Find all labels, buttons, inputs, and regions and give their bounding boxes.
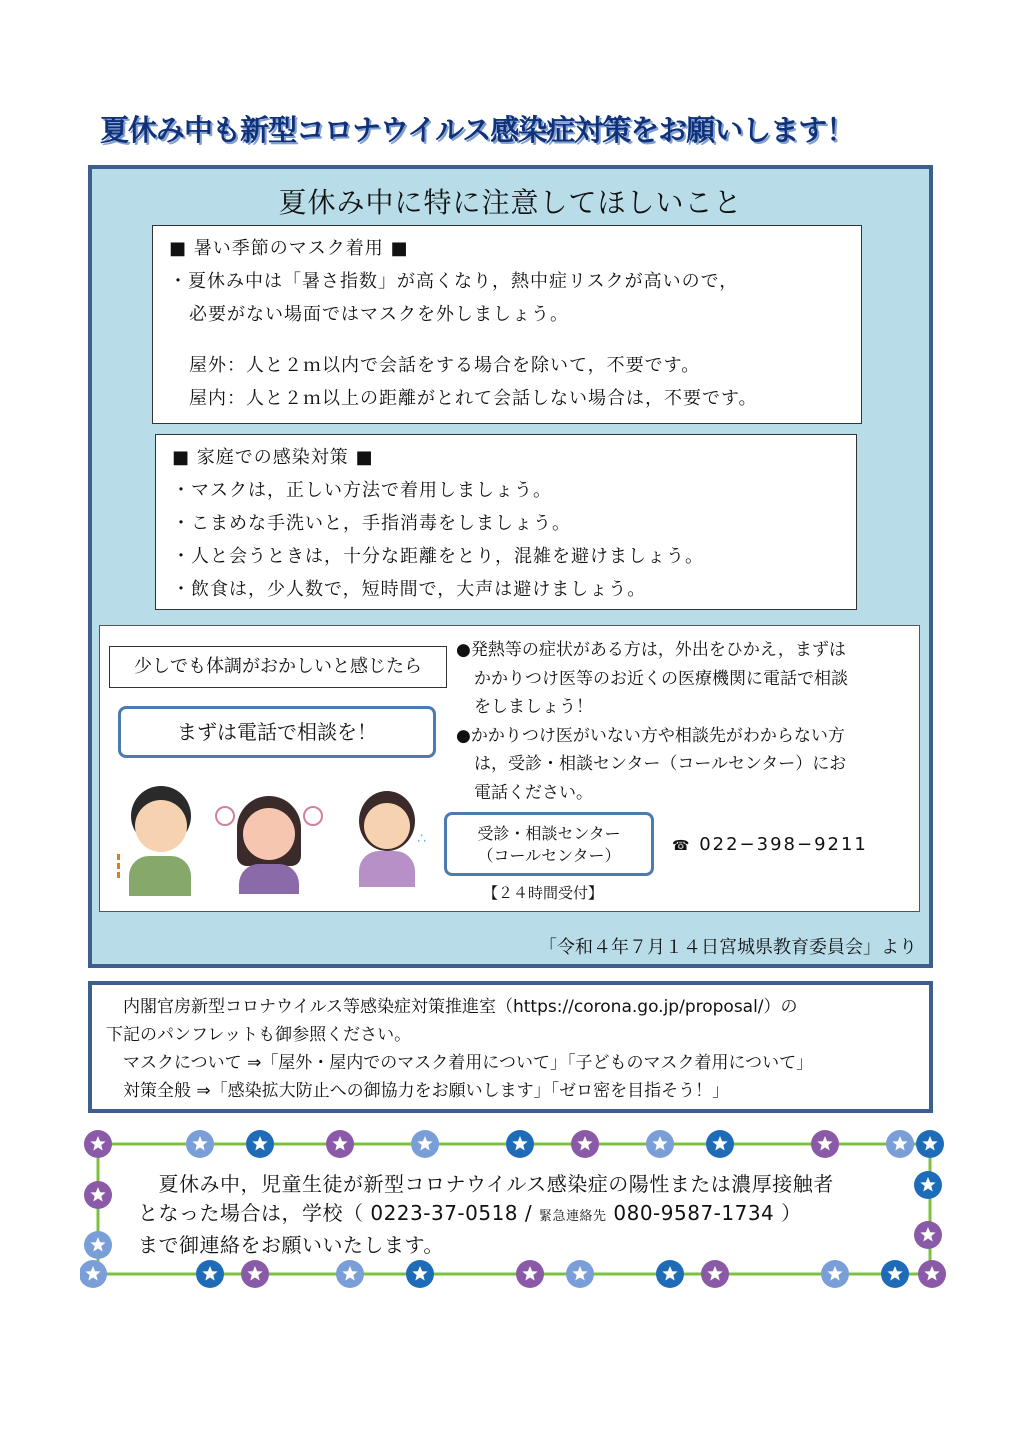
home-item: ・人と会うときは，十分な距離をとり，混雑を避けましょう。 xyxy=(172,546,704,567)
contact-notice xyxy=(138,1170,878,1260)
instruction-line: をしましょう！ xyxy=(474,697,593,717)
info-line: マスクについて ⇒「屋外・屋内でのマスク着用について」「子どものマスク着用について」 xyxy=(106,1053,814,1073)
coughing-girl-illustration: ∴ xyxy=(355,791,435,891)
instruction-line: ●かかりつけ医がいない方や相談先がわからない方 xyxy=(456,725,845,746)
notice-line: 夏休み中，児童生徒が新型コロナウイルス感染症の陽性または濃厚接触者 xyxy=(138,1172,834,1196)
call-center-box xyxy=(444,812,654,876)
mask-heading: ■ 暑い季節のマスク着用 ■ xyxy=(169,238,409,259)
home-section xyxy=(155,434,857,610)
instruction-line: は，受診・相談センター（コールセンター）にお xyxy=(474,754,847,774)
page-title: 夏休み中も新型コロナウイルス感染症対策をお願いします！ xyxy=(100,113,855,147)
emergency-label: 緊急連絡先 xyxy=(539,1209,607,1224)
home-heading: ■ 家庭での感染対策 ■ xyxy=(172,447,374,468)
panel-subtitle: 夏休み中に特に注意してほしいこと xyxy=(278,186,743,219)
call-center-name: 受診・相談センター xyxy=(477,824,621,843)
call-center-sub: （コールセンター） xyxy=(477,846,621,865)
source-credit: 「令和４年７月１４日宮城県教育委員会」より xyxy=(539,937,917,958)
info-line: 内閣官房新型コロナウイルス等感染症対策推進室（https://corona.go.jp/proposal/）の xyxy=(106,997,798,1017)
phone-first-label: まずは電話で相談を！ xyxy=(118,706,436,758)
phone-icon: ☎ xyxy=(672,838,692,854)
info-line: 下記のパンフレットも御参照ください。 xyxy=(106,1025,412,1045)
school-phone: となった場合は，学校（ 0223-37-0518 / xyxy=(138,1201,539,1225)
notice-line xyxy=(138,1199,878,1231)
hours-label: 【２４時間受付】 xyxy=(483,884,604,902)
mask-section xyxy=(152,225,862,424)
instruction-line: 電話ください。 xyxy=(474,782,593,803)
emergency-phone: 080-9587-1734 ） xyxy=(606,1201,802,1225)
reference-info-box xyxy=(88,981,933,1113)
info-line: 対策全般 ⇒「感染拡大防止への御協力をお願いします」「ゼロ密を目指そう！」 xyxy=(106,1081,730,1101)
feverish-girl-illustration xyxy=(215,776,325,896)
home-item: ・マスクは，正しい方法で着用しましょう。 xyxy=(172,480,552,501)
phone-number[interactable]: 022−398−9211 xyxy=(699,834,868,855)
mask-line: ・夏休み中は「暑さ指数」が高くなり，熱中症リスクが高いので， xyxy=(169,271,739,292)
mask-outdoor: 屋外：人と２ｍ以内で会話をする場合を除いて，不要です。 xyxy=(189,355,701,376)
sick-boy-illustration xyxy=(125,786,195,896)
call-center-phone xyxy=(672,834,912,855)
consult-section xyxy=(99,625,920,912)
mask-line: 必要がない場面ではマスクを外しましょう。 xyxy=(189,304,569,325)
feeling-label: 少しでも体調がおかしいと感じたら xyxy=(109,646,447,688)
precautions-panel xyxy=(88,165,933,968)
instruction-line: かかりつけ医等のお近くの医療機関に電話で相談 xyxy=(474,668,848,689)
mask-indoor: 屋内：人と２ｍ以上の距離がとれて会話しない場合は，不要です。 xyxy=(189,388,758,409)
instruction-line: ●発熱等の症状がある方は，外出をひかえ，まずは xyxy=(456,640,846,660)
consult-instructions xyxy=(456,636,911,807)
home-item: ・飲食は，少人数で，短時間で，大声は避けましょう。 xyxy=(172,579,647,600)
home-item: ・こまめな手洗いと，手指消毒をしましょう。 xyxy=(172,513,571,534)
notice-line: まで御連絡をお願いいたします。 xyxy=(138,1233,444,1257)
